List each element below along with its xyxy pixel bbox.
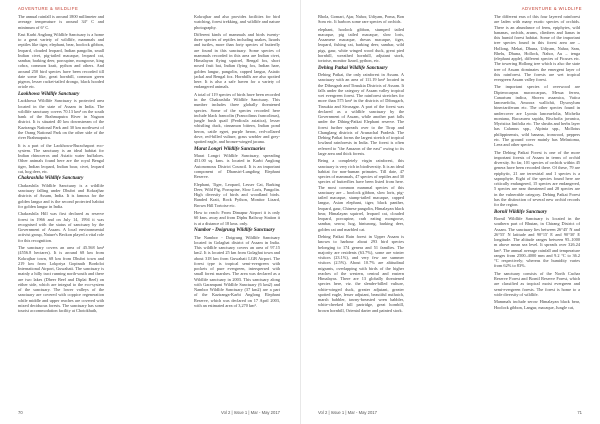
body-paragraph: Laokhowa Wildlife Sanctuary is protected area located in the state of Assam in India. The wildlife sanctuary covers 70.13 km² on the south bank of the Brahmaputra River in Nagaon district. It is situated 40 km downstream of the Kaziranga National Park and 30 km northwest of the Orang National Park on the other side of the river Brahmaputra. bbox=[18, 98, 104, 141]
text-column bbox=[494, 14, 580, 406]
text-column bbox=[318, 14, 404, 406]
body-paragraph: Being a completely virgin rainforest, this sanctuary is very rich in biodiversity. It is an ideal habitat for non-human primates. Till date, 47 species of mammals, 47 species of reptiles and 30 species of butterflies have been listed from here. The most common mammal species of this sanctuary are – hoolock gibbon, slow loris, pig-tailed macaque, stump-tailed macaque, capped langur, Asian elephant, tiger, black panther, leopard, gaur, Chinese pangolin, Himalayan black bear, Himalayan squirrel, leopard cat, clouded leopard, porcupine, crab eating mongoose, sambar, serow, hog, binturong, barking deer, golden cat and marbled cat. bbox=[318, 158, 404, 232]
left-page-number: 70 bbox=[18, 410, 23, 415]
section-heading: Marat Longri Wildlife Sanctuaries bbox=[194, 146, 266, 152]
page-gutter bbox=[300, 0, 301, 424]
body-paragraph: Marat Longri Wildlife Sanctuary, spreading 451.00 sq. kms. is located in Karbi Anglong Autonomous District Council. It is an important component of Dhansiri-Lungding Elephant Reserve. bbox=[194, 153, 280, 180]
section-heading: Dehing Patkai Wildlife Sanctuary bbox=[318, 65, 388, 71]
body-paragraph: Elephant, Tiger, Leopard, Lesser Cat, Barking Deer, Wild Pig, Porcupine, Slow Loris, Pangolin. High diversity of birds and woodland birds. Banded Krait, Rock Python, Monitor Lizard, Brown Hill Tortoise etc. bbox=[194, 181, 280, 208]
body-paragraph: The different eras of this four layered rainforest are laden with many exotic species of orchids. There is an abundance of ferns, epiphytes, wild bananas, orchids, arums, climbers and lianas in this humid forest habitat. Some of the important tree species found in this forest area are – Hollong, Mekai, Dhuna, Udiyam, Nahar, Sam, Bhelu, Dhuna, Hollock, Nahor, Au – tenga (elephant apple), different species of Ficuses etc. The towering Hollong tree which is also the state tree of Assam dominates the emergent layer of this rainforest. The forests are wet tropical evergreen Assam valley forest. bbox=[494, 14, 580, 82]
body-paragraph: Dehing Patkai, the only rainforest in Assam. A sanctuary with an area of 111.19 km² located in the Dibrugarh and Tinsukia Districts of Assam. It falls under the category of Assam valley tropical wet evergreen forest. The rainforest stretches for more than 575 km² in the districts of Dibrugarh, Tinsukia and Sivasagar. A part of the forest was declared as a wildlife sanctuary by the Government of Assam, while another part falls under the Dihing-Patkai Elephant reserve. The forest further spreads over to the Tirap and Changlang districts of Arunachal Pradesh. The Dehing Patkai forms the largest stretch of tropical lowland rainforests in India. The forest is often referred to "the Amazon of the east" owing to its large area and thick forests. bbox=[318, 72, 404, 156]
body-paragraph: Kokrajhar and also provides facilities for bird watching, forest trekking, and wildlife and nature photography. bbox=[194, 14, 280, 30]
section-heading: Bornil Wildlife Sanctuary bbox=[494, 209, 548, 215]
body-paragraph: elephant, hoolock gibbon, stumped tailed macaque, pig tailed macaque, slow loris, Assamese macaque, rhesus macaque, tiger, leopard, fishing cat, barking deer, sambar, wild pigs, gaur, white winged wood duck, great pied hornbill, wreathed hornbill, adjutant stork, tortoise, monitor lizard, python, etc. bbox=[318, 26, 404, 64]
body-paragraph: East Karbi Anglong Wildlife Sanctuary is a home to a great variety of wildlife, mammals and reptiles like tiger, elephant, bear, hoolock gibbon, leopard, clouded leopard, Indian pangolin, small Indian civet, pig-tailed macaque, leopard cat, sambar, barking deer, porcupine, mongoose, king cobra, common krait, python and others. And around 250 bird species have been recorded till date some like, great hornbill, common green pigeon, lesser racket-tailed drongo, black hooded oriole etc. bbox=[18, 31, 104, 90]
body-paragraph: Different kinds of mammals and birds twenty-three species of reptiles including snakes, lizards and turtles, more than forty species of butterfly are found in this sanctuary. Some species of mammals recorded in this area are Indian civet, Himalayan flying squirrel, Bengal fox, short nosed fruit bat, Indian flying fox, Indian hare, golden langur, pangolin, capped langur, Asiatic jackal and Bengal fox. Hornbills are also spotted here. It is also a safe haven for a variety of endangered animals. bbox=[194, 31, 280, 90]
body-paragraph: It is a part of the Laokhowa-Burachapori eco-system. The sanctuary is an ideal habitat for Indian rhinoceros and Asiatic water buffaloes. Other animals found here are the royal Bengal tiger, Indian leopard, Indian boar, civet, leopard cat, hog deer, etc. bbox=[18, 142, 104, 174]
right-page-number: 71 bbox=[577, 410, 582, 415]
body-paragraph: Chakrashila Hill was first declared as reserve forest in 1966 and on July 14, 1994 it was recognised with the status of sanctuary by the Government of Assam. A local environmental activist group, Nature's Beckon played a vital role for this recognition. bbox=[18, 211, 104, 243]
body-paragraph: Mammals include serow Himalayan black bear, Hoolock gibbon, Langur, macaque, Jungle cat, bbox=[494, 299, 580, 310]
left-running-head: ADVENTURE & WILDLIFE bbox=[18, 6, 79, 11]
body-paragraph: Chakrashila Wildlife Sanctuary is a wildlife sanctuary falling under Dhubri and Kokrajhar districts of Assam, India. It is famous for the golden langur and is the second protected habitat for golden langur in India. bbox=[18, 182, 104, 209]
section-heading: Chakrashila Wildlife Sanctuary bbox=[18, 176, 84, 182]
text-column bbox=[18, 14, 104, 406]
body-paragraph: The annual rainfall is around 1800 millimeter and average temperature is around 34° C and minimum of 6° C. bbox=[18, 14, 104, 30]
body-paragraph: Dehing Patkai Rain forest in Upper Assam is known to harbour about 293 bird species belonging to 174 genera and 51 families. The majority are residents (63.7%), some are winter visitors (23.1%), and very few are summer visitors (2.5%). About 10.7% are altitudinal migrants, overlapping with birds of the higher reaches of the western, central and eastern Himalayas. There are 13 globally threatened species here, viz. the slender-billed vulture, white-winged duck, greater adjutant, greater spotted eagle, lesser adjutant, beautiful nuthatch, marsh babbler, tawny-breasted wren babbler, white-cheeked hill partridge, great hornbill, brown hornbill, Oriental darter and painted stork. bbox=[318, 234, 404, 313]
body-paragraph: The important species of overwood are Dipterocarpus macrocarpus, Mesua ferrea, Canarium indica, Shorea assamica, Vatica lanceaefolia, Amoora wallichii, Dysoxylum binectariferum etc. The other species found in undercover are Lyonia lanceaefolia, Michelia montana, Baccaurea sapida, Bischofia javanica, Myristica linifolia etc. The shrubs and herbs layer has Calamus spp., Alpinia spp., Mollotus philippinensis, wild banana, ironwood, peppers etc. The ground cover mainly has Melastoma, Leea and other species. bbox=[494, 84, 580, 148]
right-issue-line: Vol 2 | Issue 1 | Mar - May 2017 bbox=[318, 410, 377, 415]
section-heading: Laokhowa Wildlife Sanctuary bbox=[18, 91, 80, 97]
body-paragraph: A total of 119 species of birds have been recorded in the Chakrashila Wildlife Sanctuary. This number includes three globally threatened species. Some of the species recorded here include black francolin (Francolinus francolinus), jungle bush quail (Perdicula asiatica), lesser whistling duck, cinnamon bittern, Indian pond heron, cattle egret, purple heron, red-collared dove, red-billed vulture, grass warbler and grey-spotted eagle, and bronze-winged jacana. bbox=[194, 91, 280, 145]
text-column bbox=[194, 14, 280, 406]
body-paragraph: Bornil Wildlife Sanctuary is located in the southern part of Bhutan, in Chirang District of Assam. The sanctuary lies between 26°45' N and 26°55' N latitude and 90°15' E and 90°30' E longitude. The altitude ranges between 95–1000 m above mean sea level. It spreads over 326.24 km². The annual average rainfall and temperature ranges from 2500–4000 mm and 9.2 °C to 36.2 °C respectively; whereas the humidity varies from 62% to 83%. bbox=[494, 216, 580, 269]
body-paragraph: The sanctuary covers an area of 45.568 km² (4556.8 hectares). It is around 68 km from Kokrajhar town, 68 km from Dhubri town and 219 km from Lokpriya Gopinath Bordoloi International Airport, Guwahati. The sanctuary is mainly a hilly tract running north-south and there are two lakes (Dheer Beel and Diplai Beel) on either side, which are integral to the eco-system of the sanctuary. The lower valleys of the sanctuary are covered with coppice regeneration while middle and upper reaches are covered with mixed deciduous forests. The sanctuary has some tourist accommodation facility at Chotokhuth, bbox=[18, 245, 104, 314]
section-heading: Nambor - Doigrung Wildlife Sanctuary bbox=[194, 227, 275, 233]
right-running-head: ADVENTURE & WILDLIFE bbox=[521, 6, 582, 11]
body-paragraph: The Dehing Patkai Forest is one of the more important forests of Assam in terms of orchid diversity. So far, 101 species of orchids within 45 genera have been recorded there. Of these, 79 are epiphytic, 21 are terrestrial and 1 species is a saprophyte. Eight of the species found here are critically endangered, 15 species are endangered, 5 species are near threatened and 28 species are in the vulnerable category. Dehing Patkai Forest has the distinction of several new orchid records for the region. bbox=[494, 149, 580, 208]
body-paragraph: Bhola, Gomari, Ajar, Nahor, Udiyam, Poma, Bon Som etc. It harbors some rare species of orchids. bbox=[318, 14, 404, 25]
body-paragraph: How to reach: From Dimapur Airport it is only 60 kms. away and from Diphu Railway Station it is at a distance of 18 kms. only. bbox=[194, 210, 280, 226]
left-issue-line: Vol 2 | Issue 1 | Mar - May 2017 bbox=[221, 410, 280, 415]
body-paragraph: The sanctuary consists of the North Cachar Reserve Forest and Bornil Reserve Forest, which are classified as tropical moist evergreen and semi-evergreen forests. The forest is home to a wide diversity of wildlife. bbox=[494, 270, 580, 297]
body-paragraph: The Nambor - Doigrung Wildlife Sanctuary located in Golaghat district of Assam in India. This wildlife sanctuary covers an area of 97.15 km2. It is located 25 km from Golaghat town and about 318 km from Guwahati LGB Airport. The forest type is tropical semi-evergreen with pockets of pure evergreen, interspersed with small forest marshes. The area was declared as a Wildlife sanctuary in 2003. This sanctuary along with Garampani Wildlife Sanctuary (6 km2) and Nambor Wildlife Sanctuary (37 km2) are a part of the Kaziranga-Karbi Anglong Elephant Reserve, which was declared on 17 April 2003, with an estimated area of 3,270 km². bbox=[194, 234, 280, 308]
